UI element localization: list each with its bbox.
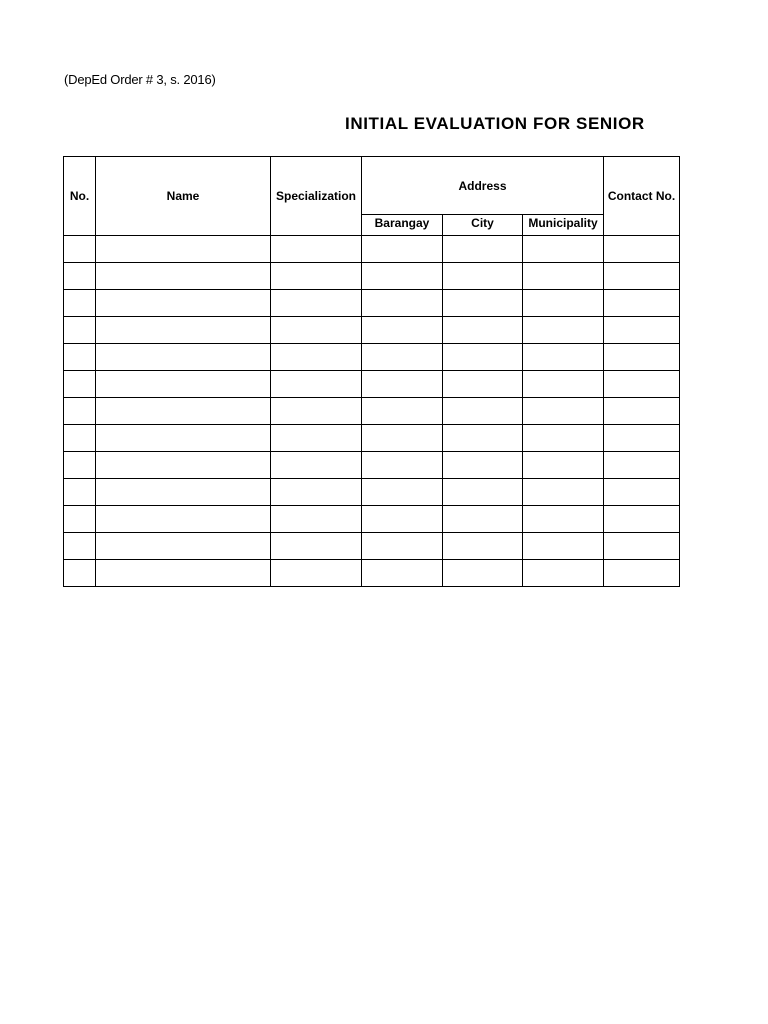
table-row — [64, 263, 680, 290]
cell-specialization — [271, 506, 362, 533]
cell-municipality — [523, 317, 604, 344]
table-row — [64, 236, 680, 263]
cell-name — [96, 344, 271, 371]
cell-name — [96, 479, 271, 506]
cell-contact-no — [604, 371, 680, 398]
table-row — [64, 533, 680, 560]
cell-name — [96, 371, 271, 398]
cell-contact-no — [604, 479, 680, 506]
cell-name — [96, 533, 271, 560]
deped-order-reference: (DepEd Order # 3, s. 2016) — [64, 72, 216, 87]
cell-barangay — [362, 263, 443, 290]
cell-municipality — [523, 398, 604, 425]
cell-contact-no — [604, 506, 680, 533]
table-body — [64, 236, 680, 587]
cell-specialization — [271, 236, 362, 263]
cell-name — [96, 263, 271, 290]
cell-municipality — [523, 560, 604, 587]
cell-barangay — [362, 371, 443, 398]
table-row — [64, 425, 680, 452]
cell-city — [443, 263, 523, 290]
cell-specialization — [271, 425, 362, 452]
cell-municipality — [523, 425, 604, 452]
cell-no — [64, 263, 96, 290]
table-row — [64, 452, 680, 479]
cell-municipality — [523, 263, 604, 290]
cell-barangay — [362, 560, 443, 587]
header-name: Name — [96, 157, 271, 236]
cell-city — [443, 371, 523, 398]
cell-municipality — [523, 533, 604, 560]
cell-name — [96, 452, 271, 479]
cell-specialization — [271, 560, 362, 587]
table-row — [64, 506, 680, 533]
cell-contact-no — [604, 317, 680, 344]
cell-contact-no — [604, 236, 680, 263]
table-row — [64, 371, 680, 398]
header-contact-no: Contact No. — [604, 157, 680, 236]
cell-municipality — [523, 344, 604, 371]
header-municipality: Municipality — [523, 215, 604, 236]
cell-city — [443, 344, 523, 371]
cell-specialization — [271, 344, 362, 371]
header-specialization: Specialization — [271, 157, 362, 236]
cell-specialization — [271, 290, 362, 317]
cell-barangay — [362, 425, 443, 452]
cell-name — [96, 317, 271, 344]
cell-city — [443, 506, 523, 533]
document-title: INITIAL EVALUATION FOR SENIOR — [345, 114, 645, 133]
cell-municipality — [523, 290, 604, 317]
cell-contact-no — [604, 290, 680, 317]
cell-city — [443, 236, 523, 263]
cell-contact-no — [604, 560, 680, 587]
cell-city — [443, 479, 523, 506]
cell-municipality — [523, 371, 604, 398]
cell-no — [64, 479, 96, 506]
cell-barangay — [362, 452, 443, 479]
cell-barangay — [362, 506, 443, 533]
cell-specialization — [271, 452, 362, 479]
cell-city — [443, 425, 523, 452]
cell-contact-no — [604, 533, 680, 560]
cell-no — [64, 452, 96, 479]
cell-no — [64, 290, 96, 317]
evaluation-table — [63, 156, 680, 587]
cell-city — [443, 560, 523, 587]
cell-contact-no — [604, 425, 680, 452]
cell-name — [96, 506, 271, 533]
header-no: No. — [64, 157, 96, 236]
table-row — [64, 479, 680, 506]
cell-contact-no — [604, 452, 680, 479]
cell-barangay — [362, 479, 443, 506]
cell-contact-no — [604, 398, 680, 425]
table-row — [64, 317, 680, 344]
cell-city — [443, 398, 523, 425]
cell-specialization — [271, 479, 362, 506]
cell-municipality — [523, 479, 604, 506]
cell-no — [64, 506, 96, 533]
cell-specialization — [271, 263, 362, 290]
cell-name — [96, 425, 271, 452]
cell-contact-no — [604, 344, 680, 371]
cell-no — [64, 398, 96, 425]
cell-barangay — [362, 290, 443, 317]
cell-barangay — [362, 344, 443, 371]
cell-no — [64, 560, 96, 587]
cell-name — [96, 290, 271, 317]
cell-specialization — [271, 371, 362, 398]
cell-city — [443, 533, 523, 560]
cell-city — [443, 290, 523, 317]
header-address: Address — [362, 157, 604, 215]
cell-specialization — [271, 317, 362, 344]
cell-no — [64, 236, 96, 263]
cell-name — [96, 236, 271, 263]
cell-barangay — [362, 533, 443, 560]
table-row — [64, 560, 680, 587]
table-row — [64, 398, 680, 425]
cell-name — [96, 398, 271, 425]
cell-no — [64, 344, 96, 371]
cell-specialization — [271, 398, 362, 425]
cell-city — [443, 452, 523, 479]
cell-no — [64, 425, 96, 452]
header-city: City — [443, 215, 523, 236]
cell-municipality — [523, 236, 604, 263]
cell-barangay — [362, 398, 443, 425]
cell-municipality — [523, 452, 604, 479]
cell-no — [64, 371, 96, 398]
cell-name — [96, 560, 271, 587]
table-row — [64, 344, 680, 371]
cell-no — [64, 533, 96, 560]
cell-city — [443, 317, 523, 344]
cell-contact-no — [604, 263, 680, 290]
cell-municipality — [523, 506, 604, 533]
cell-specialization — [271, 533, 362, 560]
header-barangay: Barangay — [362, 215, 443, 236]
cell-no — [64, 317, 96, 344]
cell-barangay — [362, 317, 443, 344]
table-row — [64, 290, 680, 317]
cell-barangay — [362, 236, 443, 263]
